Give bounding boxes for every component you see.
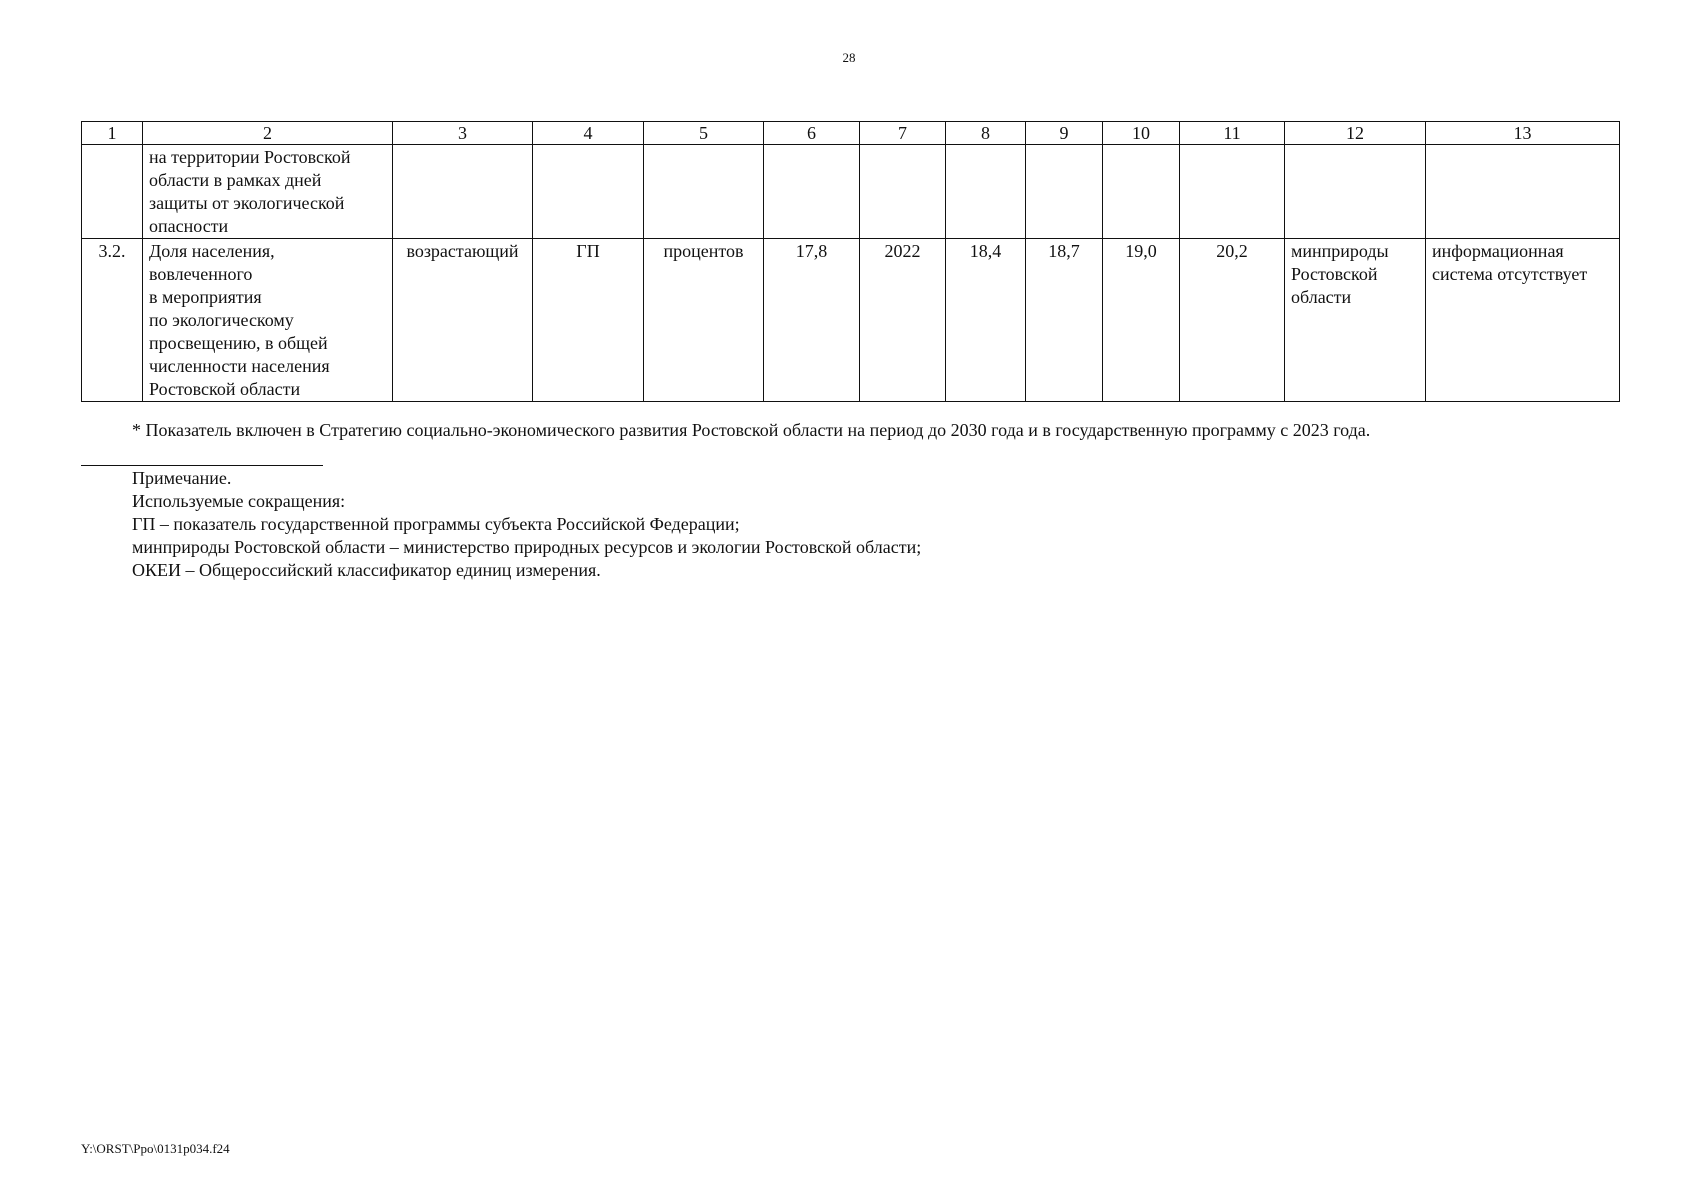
header-cell: 11 xyxy=(1180,122,1285,145)
text-line: численности населения xyxy=(149,356,330,376)
text-line: информационная xyxy=(1432,241,1564,261)
header-cell: 13 xyxy=(1426,122,1620,145)
header-cell: 8 xyxy=(946,122,1026,145)
header-cell: 3 xyxy=(393,122,533,145)
table-cell-value: 20,2 xyxy=(1180,239,1285,402)
table-cell xyxy=(860,145,946,239)
table-cell-info-system xyxy=(1426,239,1620,402)
table-cell-indicator-name xyxy=(143,239,393,402)
text-line: опасности xyxy=(149,216,229,236)
header-cell: 9 xyxy=(1026,122,1103,145)
table-cell-base-year: 2022 xyxy=(860,239,946,402)
table-cell xyxy=(764,145,860,239)
table-cell-value: 18,4 xyxy=(946,239,1026,402)
table-cell-unit: процентов xyxy=(644,239,764,402)
notes-block xyxy=(132,467,921,582)
table-cell-value: 18,7 xyxy=(1026,239,1103,402)
table-cell xyxy=(533,145,644,239)
table-cell-value: 19,0 xyxy=(1103,239,1180,402)
table-cell xyxy=(82,145,143,239)
table-cell xyxy=(1426,145,1620,239)
file-path: Y:\ORST\Ppo\0131p034.f24 xyxy=(81,1141,230,1156)
page-number: 28 xyxy=(842,50,856,65)
header-cell: 4 xyxy=(533,122,644,145)
header-cell: 12 xyxy=(1285,122,1426,145)
header-cell: 5 xyxy=(644,122,764,145)
header-cell: 1 xyxy=(82,122,143,145)
table-cell xyxy=(393,145,533,239)
text-line: Ростовской области xyxy=(149,379,301,399)
note-line: ГП – показатель государственной программы субъекта Российской Федерации; xyxy=(132,514,740,534)
table-row-3-2 xyxy=(82,239,1620,402)
table-cell xyxy=(946,145,1026,239)
table-row-continuation xyxy=(82,145,1620,239)
text-line: области в рамках дней xyxy=(149,170,322,190)
table-cell-level: ГП xyxy=(533,239,644,402)
footnote: * Показатель включен в Стратегию социально-экономического развития Ростовской области на период до 2030 года и в государственную программу с 2023 года. xyxy=(132,420,1371,440)
table-cell-trend: возрастающий xyxy=(393,239,533,402)
table-cell-base-value: 17,8 xyxy=(764,239,860,402)
table-cell xyxy=(1180,145,1285,239)
text-line: вовлеченного xyxy=(149,264,253,284)
text-line: в мероприятия xyxy=(149,287,262,307)
text-line: просвещению, в общей xyxy=(149,333,328,353)
note-line: ОКЕИ – Общероссийский классификатор единиц измерения. xyxy=(132,560,601,580)
table-cell xyxy=(1285,145,1426,239)
footnote-separator xyxy=(81,465,323,466)
text-line: система отсутствует xyxy=(1432,264,1588,284)
note-line: Примечание. xyxy=(132,468,232,488)
text-line: Ростовской xyxy=(1291,264,1378,284)
table-cell-number: 3.2. xyxy=(82,239,143,402)
table-cell xyxy=(644,145,764,239)
text-line: минприроды xyxy=(1291,241,1389,261)
indicators-table xyxy=(81,121,1620,402)
note-line: минприроды Ростовской области – министерство природных ресурсов и экологии Ростовской области; xyxy=(132,537,922,557)
table-header-row xyxy=(82,122,1620,145)
text-line: защиты от экологической xyxy=(149,193,345,213)
text-line: Доля населения, xyxy=(149,241,275,261)
text-line: на территории Ростовской xyxy=(149,147,351,167)
table-cell xyxy=(1026,145,1103,239)
text-line: по экологическому xyxy=(149,310,294,330)
text-line: области xyxy=(1291,287,1352,307)
header-cell: 7 xyxy=(860,122,946,145)
header-cell: 6 xyxy=(764,122,860,145)
table-cell-responsible xyxy=(1285,239,1426,402)
header-cell: 2 xyxy=(143,122,393,145)
table-cell-indicator-name xyxy=(143,145,393,239)
table-cell xyxy=(1103,145,1180,239)
note-line: Используемые сокращения: xyxy=(132,491,346,511)
header-cell: 10 xyxy=(1103,122,1180,145)
